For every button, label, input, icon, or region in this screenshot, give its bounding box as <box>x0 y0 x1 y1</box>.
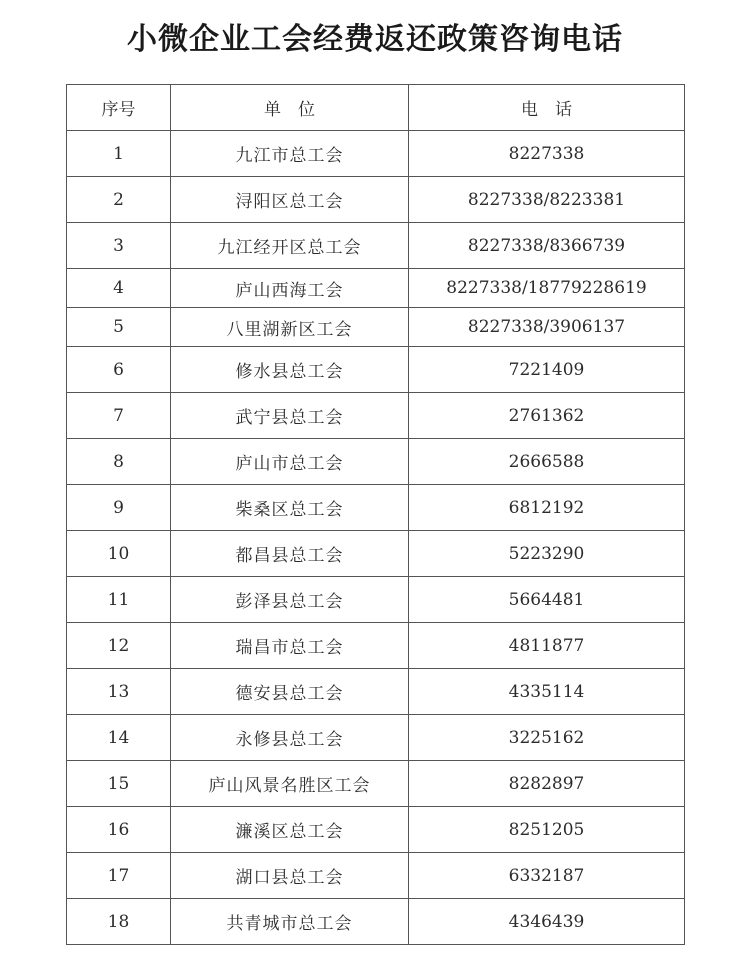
column-header-seq: 序号 <box>67 85 171 131</box>
cell-phone: 7221409 <box>409 347 685 393</box>
cell-unit: 彭泽县总工会 <box>171 577 409 623</box>
table-row <box>67 439 685 485</box>
cell-unit: 德安县总工会 <box>171 669 409 715</box>
cell-phone: 8282897 <box>409 761 685 807</box>
cell-unit: 柴桑区总工会 <box>171 485 409 531</box>
cell-unit: 武宁县总工会 <box>171 393 409 439</box>
table-row <box>67 899 685 945</box>
table-row <box>67 347 685 393</box>
cell-phone: 8227338/18779228619 <box>409 269 685 308</box>
cell-phone: 3225162 <box>409 715 685 761</box>
column-header-phone: 电 话 <box>409 85 685 131</box>
cell-seq: 3 <box>67 223 171 269</box>
contact-table <box>66 84 685 945</box>
cell-seq: 7 <box>67 393 171 439</box>
table-body <box>67 131 685 945</box>
table-row <box>67 131 685 177</box>
cell-seq: 9 <box>67 485 171 531</box>
table-row <box>67 393 685 439</box>
cell-seq: 14 <box>67 715 171 761</box>
cell-seq: 16 <box>67 807 171 853</box>
cell-seq: 4 <box>67 269 171 308</box>
cell-seq: 6 <box>67 347 171 393</box>
table-header-row <box>67 85 685 131</box>
cell-unit: 九江市总工会 <box>171 131 409 177</box>
cell-phone: 8251205 <box>409 807 685 853</box>
cell-phone: 5223290 <box>409 531 685 577</box>
table-row <box>67 308 685 347</box>
cell-seq: 13 <box>67 669 171 715</box>
cell-seq: 17 <box>67 853 171 899</box>
cell-phone: 8227338/3906137 <box>409 308 685 347</box>
cell-seq: 2 <box>67 177 171 223</box>
table-row <box>67 715 685 761</box>
cell-phone: 8227338/8366739 <box>409 223 685 269</box>
cell-unit: 湖口县总工会 <box>171 853 409 899</box>
cell-unit: 庐山风景名胜区工会 <box>171 761 409 807</box>
cell-phone: 5664481 <box>409 577 685 623</box>
cell-seq: 10 <box>67 531 171 577</box>
table-row <box>67 853 685 899</box>
cell-unit: 濂溪区总工会 <box>171 807 409 853</box>
cell-unit: 九江经开区总工会 <box>171 223 409 269</box>
cell-phone: 8227338/8223381 <box>409 177 685 223</box>
cell-phone: 6332187 <box>409 853 685 899</box>
cell-unit: 浔阳区总工会 <box>171 177 409 223</box>
cell-phone: 4346439 <box>409 899 685 945</box>
table-row <box>67 531 685 577</box>
cell-unit: 永修县总工会 <box>171 715 409 761</box>
cell-phone: 4811877 <box>409 623 685 669</box>
column-header-unit: 单 位 <box>171 85 409 131</box>
cell-unit: 都昌县总工会 <box>171 531 409 577</box>
table-row <box>67 485 685 531</box>
table-row <box>67 177 685 223</box>
cell-seq: 8 <box>67 439 171 485</box>
table-row <box>67 669 685 715</box>
cell-phone: 2761362 <box>409 393 685 439</box>
table-row <box>67 623 685 669</box>
cell-seq: 15 <box>67 761 171 807</box>
cell-phone: 4335114 <box>409 669 685 715</box>
cell-unit: 庐山西海工会 <box>171 269 409 308</box>
cell-phone: 8227338 <box>409 131 685 177</box>
cell-phone: 6812192 <box>409 485 685 531</box>
cell-seq: 5 <box>67 308 171 347</box>
table-row <box>67 577 685 623</box>
cell-unit: 瑞昌市总工会 <box>171 623 409 669</box>
cell-seq: 12 <box>67 623 171 669</box>
cell-seq: 1 <box>67 131 171 177</box>
table-row <box>67 223 685 269</box>
table-row <box>67 269 685 308</box>
table-row <box>67 761 685 807</box>
cell-unit: 八里湖新区工会 <box>171 308 409 347</box>
cell-unit: 庐山市总工会 <box>171 439 409 485</box>
cell-seq: 18 <box>67 899 171 945</box>
cell-seq: 11 <box>67 577 171 623</box>
cell-unit: 修水县总工会 <box>171 347 409 393</box>
table-row <box>67 807 685 853</box>
cell-unit: 共青城市总工会 <box>171 899 409 945</box>
cell-phone: 2666588 <box>409 439 685 485</box>
page-title: 小微企业工会经费返还政策咨询电话 <box>127 22 623 57</box>
